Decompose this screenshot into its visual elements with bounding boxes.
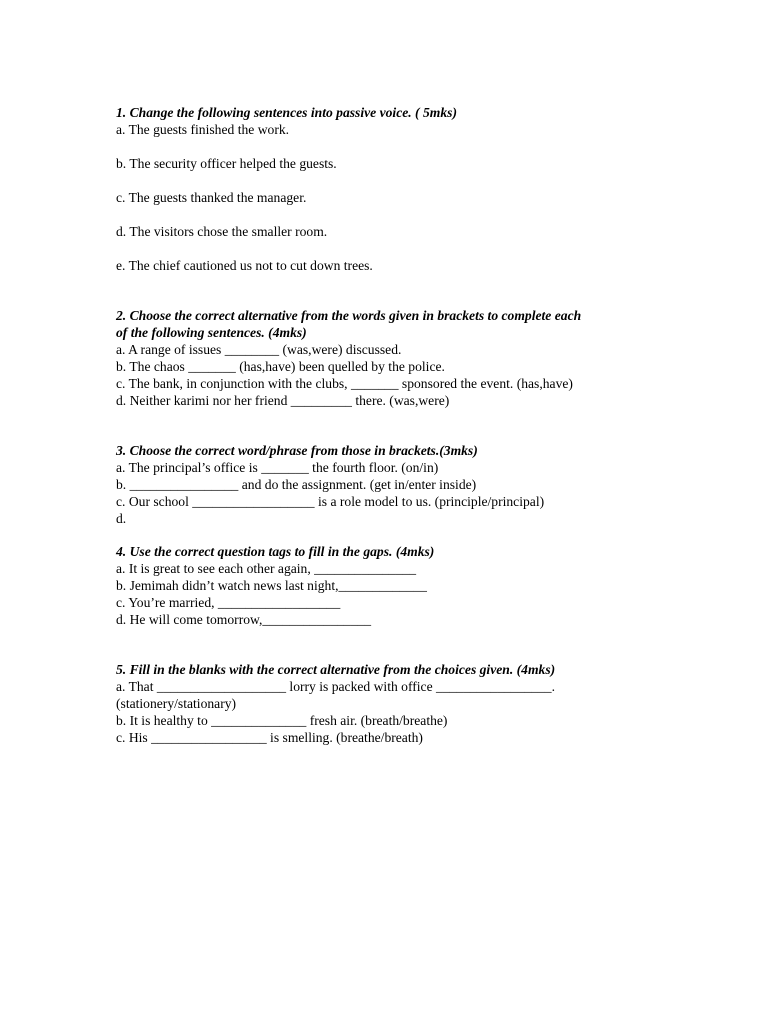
- question-4-title: 4. Use the correct question tags to fill in the gaps. (4mks): [116, 544, 435, 559]
- question-3: [116, 442, 676, 527]
- question-5-item-c: c. His _________________ is smelling. (breathe/breath): [116, 730, 423, 745]
- question-5-title: 5. Fill in the blanks with the correct alternative from the choices given. (4mks): [116, 662, 556, 677]
- question-2-item-a: a. A range of issues ________ (was,were) discussed.: [116, 342, 402, 357]
- question-1-title: 1. Change the following sentences into passive voice. ( 5mks): [116, 105, 457, 120]
- question-2-title-line-1: 2. Choose the correct alternative from the words given in brackets to complete each: [116, 308, 582, 323]
- question-4-item-a: a. It is great to see each other again, _______________: [116, 561, 417, 576]
- question-3-item-b: b. ________________ and do the assignment. (get in/enter inside): [116, 477, 477, 492]
- question-5-item-b: b. It is healthy to ______________ fresh air. (breath/breathe): [116, 713, 448, 728]
- question-2-item-c: c. The bank, in conjunction with the clubs, _______ sponsored the event. (has,have): [116, 376, 573, 391]
- question-2: [116, 307, 676, 409]
- question-1-item-c: c. The guests thanked the manager.: [116, 190, 307, 205]
- question-2-title-line-2: of the following sentences. (4mks): [116, 325, 307, 340]
- question-5-item-a: a. That ___________________ lorry is packed with office _________________.: [116, 679, 555, 694]
- question-5: [116, 661, 676, 746]
- question-5-item-a-choices: (stationery/stationary): [116, 696, 237, 711]
- question-1-item-b: b. The security officer helped the guests.: [116, 156, 337, 171]
- question-2-item-b: b. The chaos _______ (has,have) been quelled by the police.: [116, 359, 445, 374]
- question-4-item-d: d. He will come tomorrow,________________: [116, 612, 372, 627]
- question-1-item-e: e. The chief cautioned us not to cut down trees.: [116, 258, 373, 273]
- question-4: [116, 543, 676, 628]
- question-2-item-d: d. Neither karimi nor her friend _________ there. (was,were): [116, 393, 450, 408]
- question-3-item-d: d.: [116, 511, 127, 526]
- question-1-item-a: a. The guests finished the work.: [116, 122, 290, 137]
- question-1: [116, 104, 676, 274]
- question-3-title: 3. Choose the correct word/phrase from those in brackets.(3mks): [116, 443, 478, 458]
- question-4-item-c: c. You’re married, __________________: [116, 595, 341, 610]
- question-4-item-b: b. Jemimah didn’t watch news last night,_____________: [116, 578, 427, 593]
- question-3-item-a: a. The principal’s office is _______ the fourth floor. (on/in): [116, 460, 439, 475]
- worksheet: [116, 104, 676, 746]
- question-1-item-d: d. The visitors chose the smaller room.: [116, 224, 328, 239]
- question-3-item-c: c. Our school __________________ is a role model to us. (principle/principal): [116, 494, 545, 509]
